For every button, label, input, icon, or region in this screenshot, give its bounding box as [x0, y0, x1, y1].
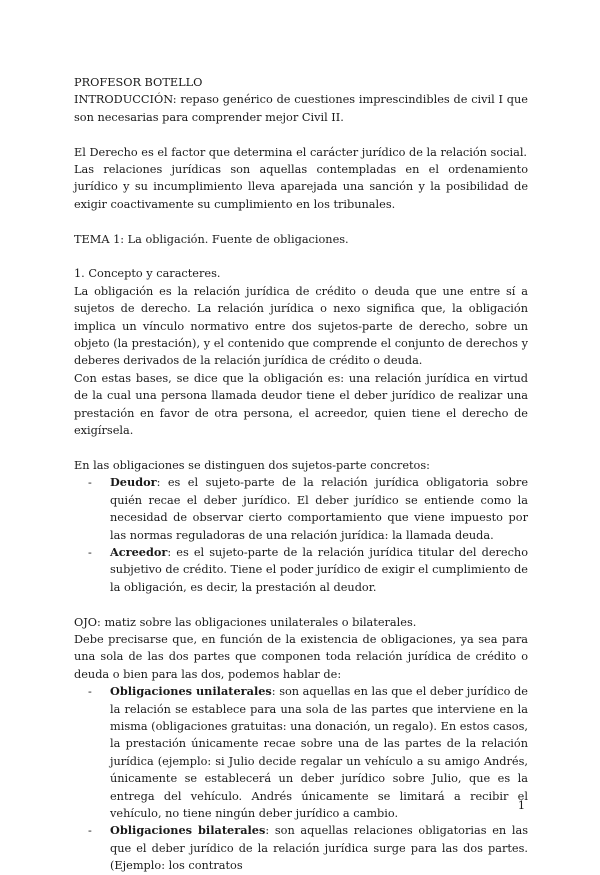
- definition-acreedor: : es el sujeto-parte de la relación jurídica titular del derecho subjetivo de crédito. Tiene el poder jurídico de exigir el cumplimiento de la obligación, es decir, la prestación al deudor.: [110, 545, 528, 594]
- paragraph-sujetos: En las obligaciones se distinguen dos sujetos-parte concretos:: [74, 458, 430, 472]
- term-bilaterales: Obligaciones bilaterales: [110, 823, 266, 838]
- section-heading: 1. Concepto y caracteres.: [74, 267, 221, 281]
- paragraph-precisarse: Debe precisarse que, en función de la existencia de obligaciones, ya sea para una sola de las dos partes que componen toda relación jurídica de crédito o deuda o bien para las dos, podemos hablar de:: [74, 632, 528, 681]
- document-page: [74, 74, 528, 875]
- list-item-acreedor: [74, 544, 528, 596]
- subjects-list: [74, 474, 528, 596]
- paragraph-derecho: El Derecho es el factor que determina el carácter jurídico de la relación social.: [74, 145, 528, 159]
- introduction-paragraph: INTRODUCCIÓN: repaso genérico de cuestiones imprescindibles de civil I que son necesarias para comprender mejor Civil II.: [74, 93, 528, 124]
- types-list: [74, 683, 528, 874]
- list-item-bilaterales: [74, 822, 528, 874]
- definition-bilaterales: : son aquellas relaciones obligatorias en las que el deber jurídico de la relación jurídica surge para las dos partes. (Ejemplo: los contratos: [110, 824, 528, 873]
- definition-deudor: : es el sujeto-parte de la relación jurídica obligatoria sobre quién recae el deber jurídico. El deber jurídico se entiende como la necesidad de observar cierto comportamiento que viene impuesto por las normas reguladoras de una relación jurídica: la llamada deuda.: [110, 476, 528, 542]
- term-acreedor: Acreedor: [110, 544, 168, 559]
- paragraph-bases: Con estas bases, se dice que la obligación es: una relación jurídica en virtud de la cual una persona llamada deudor tiene el deber jurídico de realizar una prestación en favor de otra persona, el acreedor, quien tiene el derecho de exigírsela.: [74, 371, 528, 438]
- paragraph-relaciones: Las relaciones jurídicas son aquellas contempladas en el ordenamiento jurídico y su incumplimiento lleva aparejada una sanción y la posibilidad de exigir coactivamente su cumplimiento en los tribunales.: [74, 163, 528, 211]
- paragraph-obligacion: La obligación es la relación jurídica de crédito o deuda que une entre sí a sujetos de derecho. La relación jurídica o nexo significa que, la obligación implica un vínculo normativo entre dos sujetos-parte de derecho, sobre un objeto (la prestación), y el contenido que comprende el conjunto de derechos y deberes derivados de la relación jurídica de crédito o deuda.: [74, 284, 528, 368]
- dash-bullet: -: [88, 824, 92, 838]
- ojo-note: OJO: matiz sobre las obligaciones unilaterales o bilaterales.: [74, 615, 417, 629]
- professor-heading: PROFESOR BOTELLO: [74, 76, 203, 89]
- list-item-unilaterales: [74, 683, 528, 822]
- dash-bullet: -: [88, 476, 92, 490]
- list-item-deudor: [74, 474, 528, 544]
- page-number: 1: [517, 799, 525, 812]
- dash-bullet: -: [88, 545, 92, 559]
- term-deudor: Deudor: [110, 475, 157, 490]
- definition-unilaterales: : son aquellas en las que el deber jurídico de la relación se establece para una sola de las partes que interviene en la misma (obligaciones gratuitas: una donación, un regalo). En estos casos, la prestación únicamente recae sobre una de las partes de la relación jurídica (ejemplo: si Julio decide regalar un vehículo a su amigo Andrés, únicamente se establecerá un deber jurídico sobre Julio, que es la entrega del vehículo. Andrés únicamente se limitará a recibir el vehículo, no tiene ningún deber jurídico a cambio.: [110, 685, 528, 820]
- dash-bullet: -: [88, 685, 92, 699]
- tema-heading: TEMA 1: La obligación. Fuente de obligaciones.: [74, 232, 349, 246]
- term-unilaterales: Obligaciones unilaterales: [110, 684, 272, 699]
